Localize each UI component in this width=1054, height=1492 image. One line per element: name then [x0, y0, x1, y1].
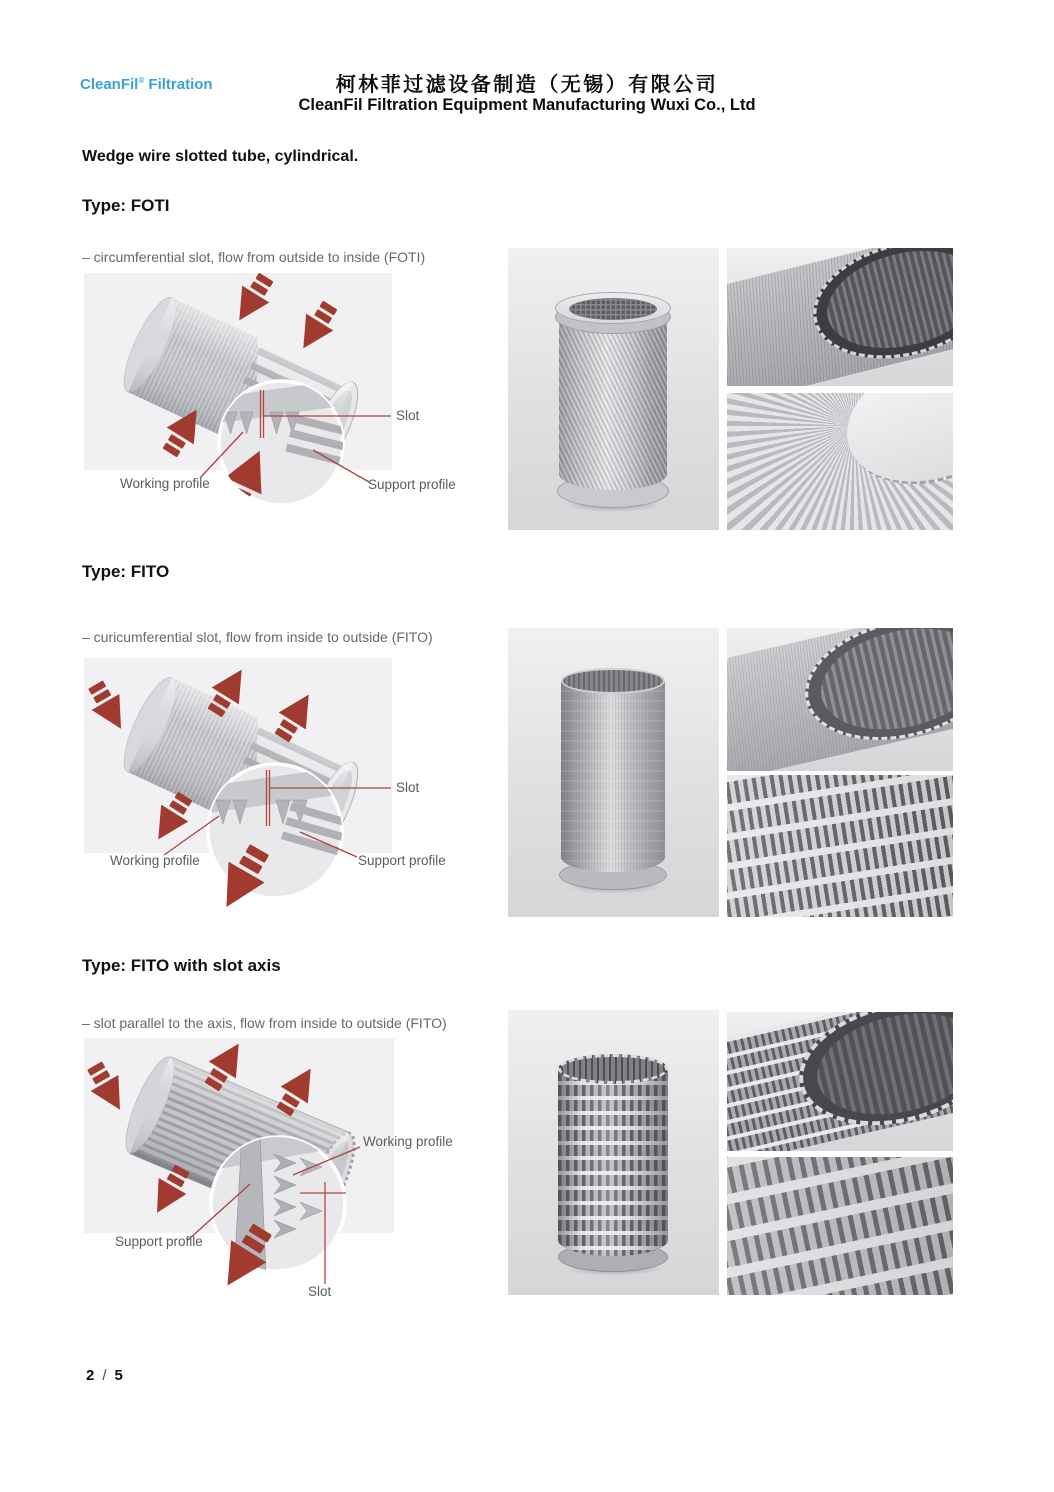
section-caption-fito: – curicumferential slot, flow from inside to outside (FITO) [82, 629, 433, 645]
label-working-profile: Working profile [363, 1134, 453, 1149]
brand-name: CleanFil [80, 76, 139, 93]
cylinder-body [559, 310, 667, 490]
company-name-en: CleanFil Filtration Equipment Manufacturing Wuxi Co., Ltd [298, 96, 756, 114]
label-support-profile: Support profile [368, 477, 456, 492]
company-name-zh: 柯林菲过滤设备制造（无锡）有限公司 [335, 74, 719, 96]
tube-tilted [727, 1012, 953, 1151]
label-working-profile: Working profile [110, 853, 200, 868]
page-total: 5 [114, 1367, 124, 1384]
diagram-fito-slot-axis [84, 1034, 562, 1306]
label-support-profile: Support profile [115, 1234, 203, 1249]
section-caption-foti: – circumferential slot, flow from outside to inside (FOTI) [82, 249, 426, 265]
diagram-foti-illustration [84, 270, 562, 510]
cylinder-opening [558, 1054, 668, 1084]
photo-fito-slot-closeup [727, 775, 953, 917]
brand-suffix: Filtration [144, 76, 213, 93]
cylinder-opening [561, 668, 665, 694]
page-separator: / [102, 1367, 108, 1384]
cylinder-body [561, 680, 665, 872]
diagram-foti [84, 270, 562, 510]
diagram-fito-illustration [84, 648, 562, 916]
section-heading-fito-slot-axis: Type: FITO with slot axis [82, 956, 281, 975]
diagram-fito-slot-axis-illustration [84, 1034, 562, 1306]
label-slot: Slot [308, 1284, 332, 1299]
tube-tilted [727, 628, 953, 771]
section-heading-foti: Type: FOTI [82, 196, 170, 215]
photo-fito-end-view [727, 628, 953, 771]
section-caption-fito-slot-axis: – slot parallel to the axis, flow from inside to outside (FITO) [82, 1015, 447, 1031]
page-current: 2 [86, 1367, 96, 1384]
photo-foti-end-view [727, 248, 953, 386]
diagram-fito [84, 648, 562, 916]
photo-basket-slot-closeup [727, 1157, 953, 1295]
label-slot: Slot [396, 780, 420, 795]
label-support-profile: Support profile [358, 853, 446, 868]
photo-foti-cylinder [508, 248, 719, 530]
slot-band-texture [727, 775, 953, 917]
photo-fito-cylinder [508, 628, 719, 917]
label-working-profile: Working profile [120, 476, 210, 491]
photo-basket-end-view [727, 1012, 953, 1151]
label-slot: Slot [396, 408, 420, 423]
section-heading-fito: Type: FITO [82, 562, 170, 581]
registered-mark: ® [138, 76, 145, 85]
cylinder-body [558, 1066, 668, 1256]
slot-band-texture [727, 1157, 953, 1295]
cylinder-mesh-opening [569, 298, 657, 320]
photo-basket-cylinder [508, 1010, 719, 1295]
document-title: Wedge wire slotted tube, cylindrical. [82, 148, 359, 165]
tube-tilted [727, 248, 953, 386]
photo-foti-shell-interior [727, 393, 953, 530]
page-indicator [86, 1367, 124, 1384]
